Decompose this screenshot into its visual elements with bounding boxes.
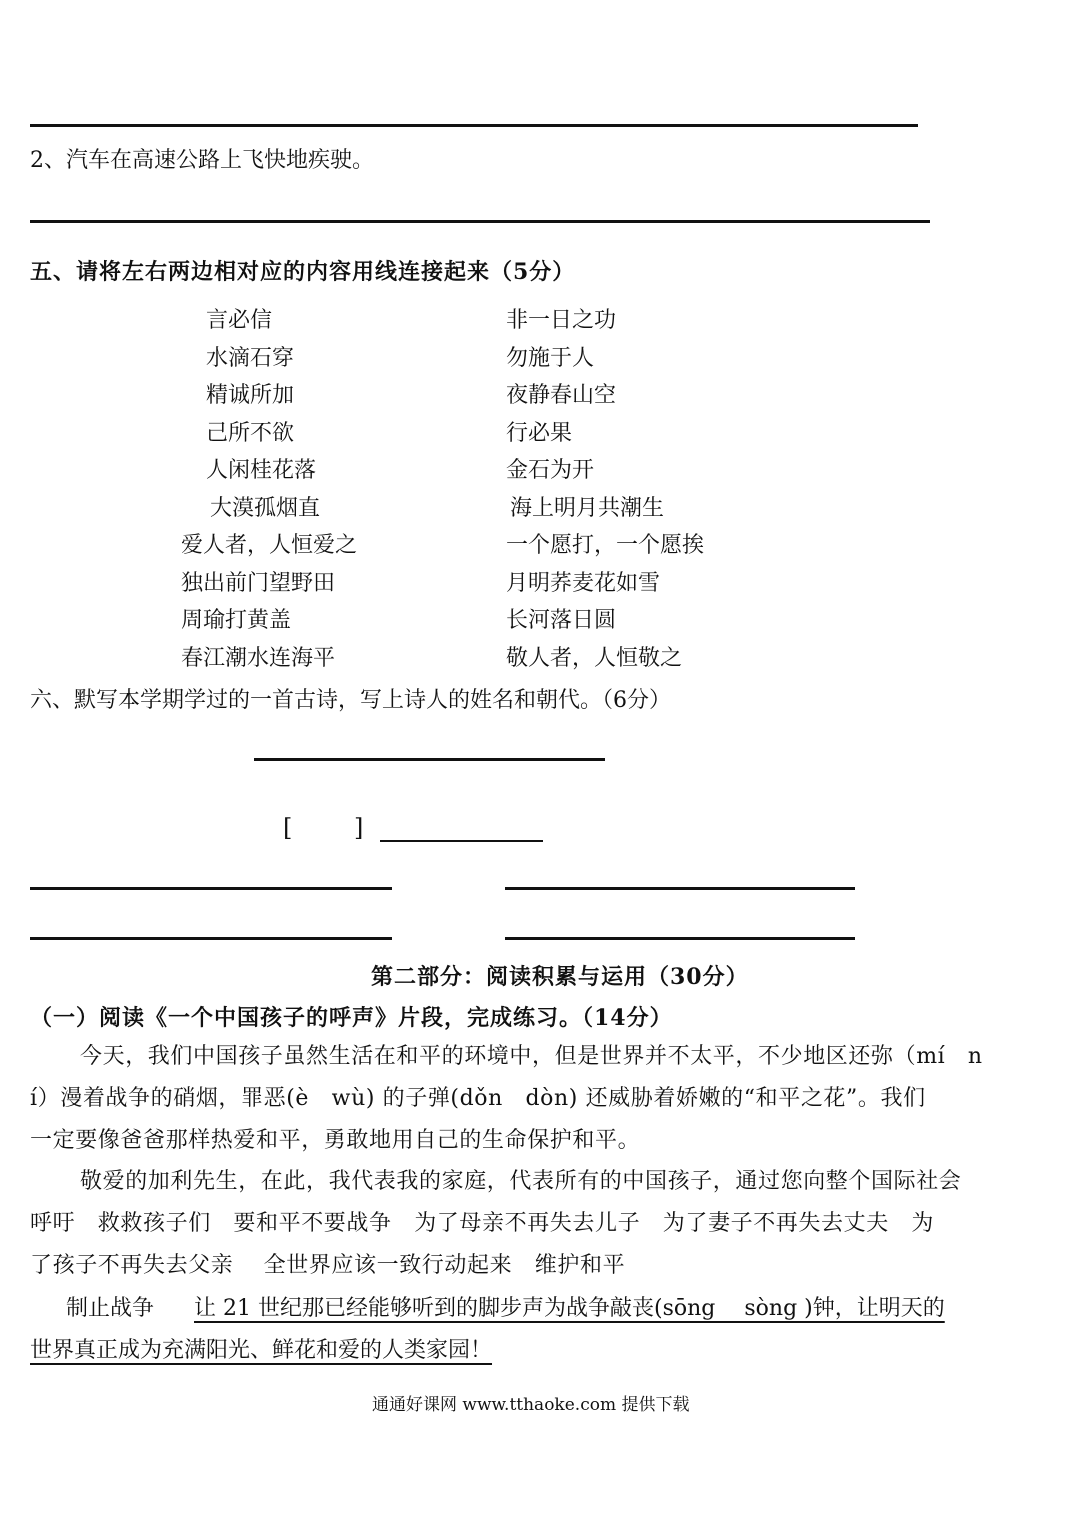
para1-line3: 一定要像爸爸那样热爱和平，勇敢地用自己的生命保护和平。 <box>30 1128 641 1153</box>
left-item[interactable]: 人闲桂花落 <box>206 458 317 483</box>
para3-line2: 世界真正成为充满阳光、鲜花和爱的人类家园！ <box>30 1338 493 1363</box>
right-item[interactable]: 海上明月共潮生 <box>510 496 665 521</box>
dynasty-bracket-open: [ <box>283 814 293 842</box>
para2-line3: 了孩子不再失去父亲 全世界应该一致行动起来 维护和平 <box>30 1253 626 1278</box>
para1-line1: 今天，我们中国孩子虽然生活在和平的环境中，但是世界并不太平，不少地区还弥（mí n <box>80 1044 983 1069</box>
left-item[interactable]: 言必信 <box>206 308 273 333</box>
right-item[interactable]: 行必果 <box>506 421 573 446</box>
left-item[interactable]: 独出前门望野田 <box>181 571 336 596</box>
section6-title: 六、默写本学期学过的一首古诗，写上诗人的姓名和朝代。（6分） <box>30 688 671 713</box>
para2-line2: 呼吁 救救孩子们 要和平不要战争 为了母亲不再失去儿子 为了妻子不再失去丈夫 为 <box>30 1211 935 1236</box>
para3-underlined: 让 21 世纪那已经能够听到的脚步声为战争敲丧(sōng sòng )钟，让明天的 <box>194 1296 945 1321</box>
right-item[interactable]: 长河落日圆 <box>506 608 617 633</box>
poem-title-line[interactable] <box>254 758 605 761</box>
poem-line-1-left[interactable] <box>30 887 392 890</box>
poem-line-2-right[interactable] <box>505 937 855 940</box>
dynasty-bracket-close: ] <box>354 814 364 842</box>
left-item[interactable]: 精诚所加 <box>206 383 295 408</box>
reading1-title: （一）阅读《一个中国孩子的呼声》片段，完成练习。（14分） <box>30 1005 673 1031</box>
poet-name-line[interactable] <box>380 840 543 842</box>
answer-line[interactable] <box>30 220 930 223</box>
left-item[interactable]: 己所不欲 <box>206 421 295 446</box>
right-item[interactable]: 夜静春山空 <box>506 383 617 408</box>
poem-line-1-right[interactable] <box>505 887 855 890</box>
right-item[interactable]: 非一日之功 <box>506 308 617 333</box>
right-item[interactable]: 勿施于人 <box>506 346 595 371</box>
poem-line-2-left[interactable] <box>30 937 392 940</box>
right-item[interactable]: 金石为开 <box>506 458 595 483</box>
q4-item-2: 2、汽车在高速公路上飞快地疾驶。 <box>30 148 374 173</box>
answer-line[interactable] <box>30 124 918 127</box>
para3-line1 <box>66 1288 945 1330</box>
left-item[interactable]: 周瑜打黄盖 <box>181 608 292 633</box>
part2-title: 第二部分：阅读积累与运用（30分） <box>371 964 749 990</box>
left-item[interactable]: 水滴石穿 <box>206 346 295 371</box>
para3-start: 制止战争 <box>66 1296 155 1321</box>
left-item[interactable]: 爱人者，人恒爱之 <box>181 533 358 558</box>
para2-line1: 敬爱的加利先生，在此，我代表我的家庭，代表所有的中国孩子，通过您向整个国际社会 <box>80 1169 962 1194</box>
footer: 通通好课网 www.tthaoke.com 提供下载 <box>372 1395 690 1415</box>
section5-title: 五、请将左右两边相对应的内容用线连接起来（5分） <box>30 259 576 285</box>
right-item[interactable]: 月明荞麦花如雪 <box>506 571 661 596</box>
left-item[interactable]: 大漠孤烟直 <box>210 496 321 521</box>
right-item[interactable]: 一个愿打，一个愿挨 <box>506 533 705 558</box>
para1-line2: í）漫着战争的硝烟，罪恶(è wù) 的子弹(dǒn dòn) 还威胁着娇嫩的“和平之花”。我们 <box>30 1086 926 1111</box>
left-item[interactable]: 春江潮水连海平 <box>181 646 336 671</box>
right-item[interactable]: 敬人者，人恒敬之 <box>506 646 683 671</box>
